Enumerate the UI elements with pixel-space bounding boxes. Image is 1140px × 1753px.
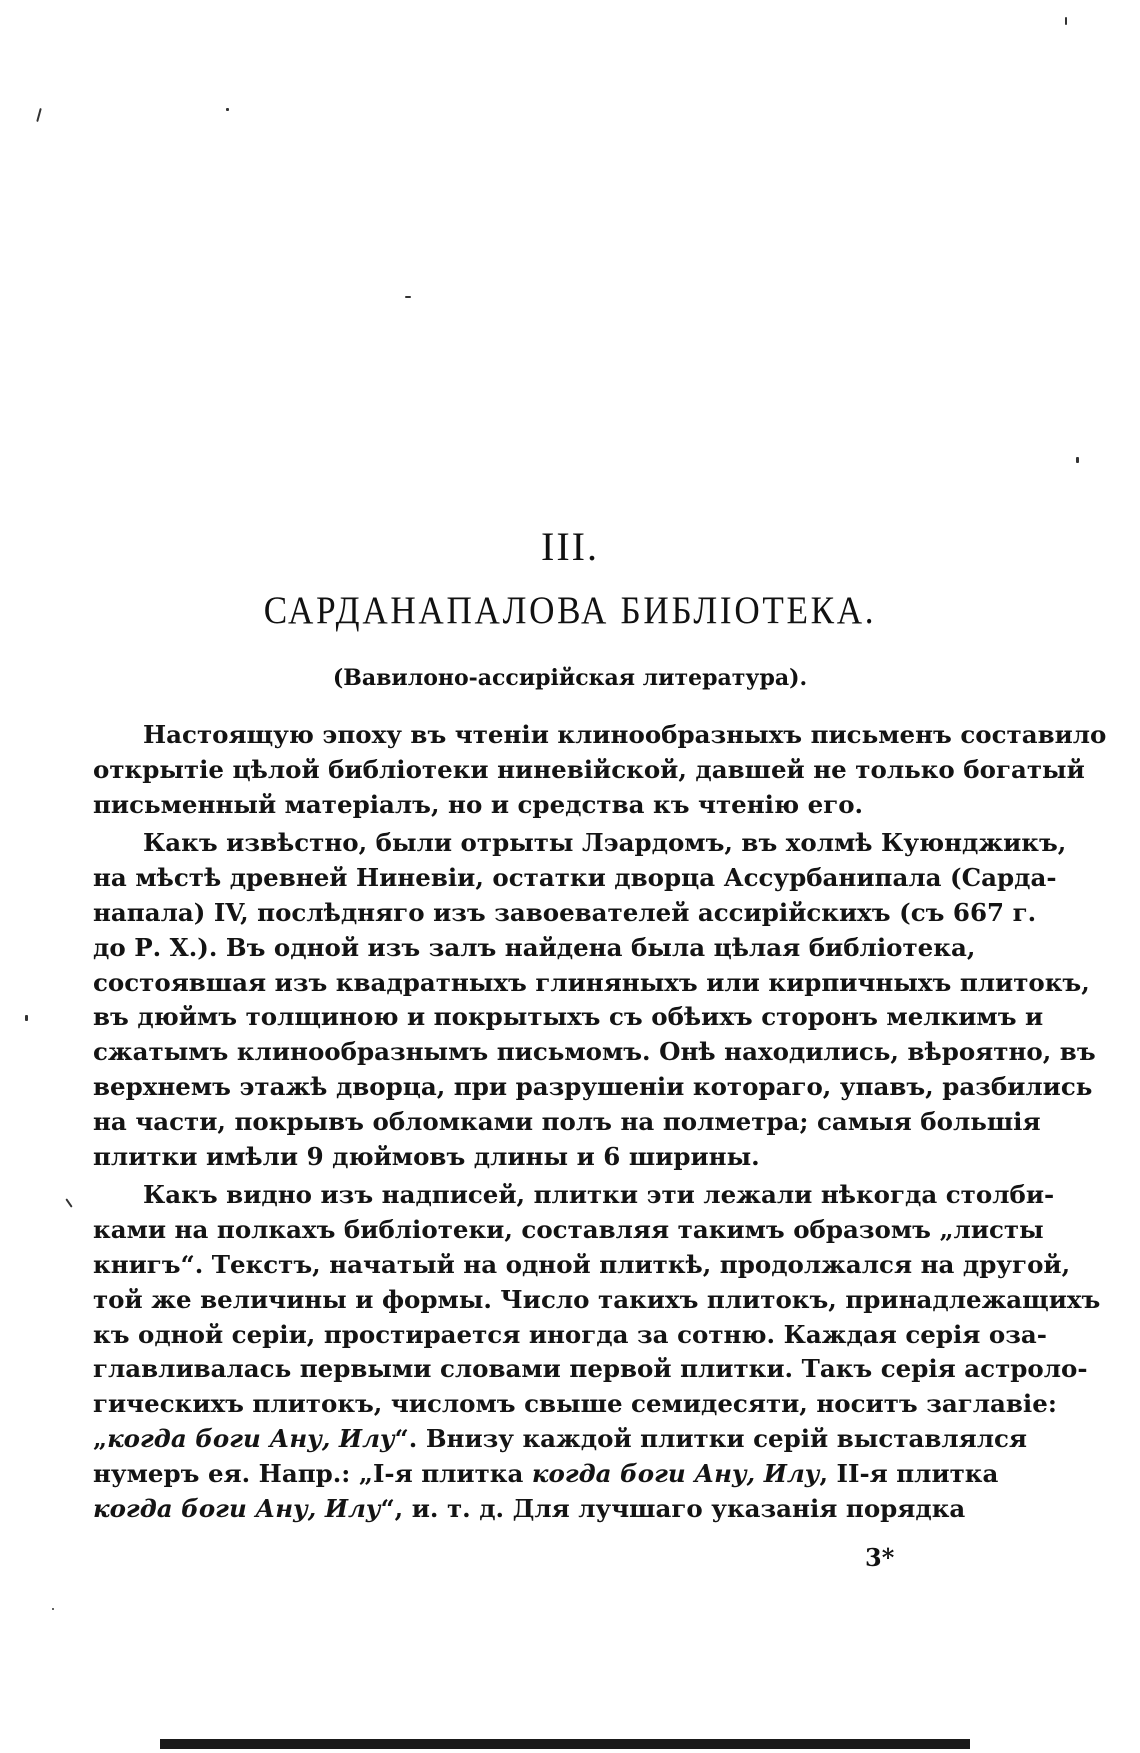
scan-speck (226, 108, 229, 111)
chapter-subtitle: (Вавилоно-ассирійская литература). (332, 665, 808, 691)
chapter-number: III. (541, 524, 599, 569)
text-line: главливалась первыми словами первой плитки. Такъ серія астроло- (93, 1354, 1088, 1384)
bottom-edge-rule (160, 1739, 970, 1749)
text-line: до Р. X.). Въ одной изъ залъ найдена была цѣлая библіотека, (93, 932, 976, 962)
text-line: на мѣстѣ древней Ниневіи, остатки дворца Ассурбанипала (Сарда- (93, 863, 1057, 893)
text-segment: “. Внизу каждой плитки серій выставлялся (394, 1423, 1028, 1453)
scan-speck (25, 1015, 28, 1021)
text-line: письменный матеріалъ, но и средства къ чтенію его. (93, 789, 864, 819)
text-line-rich (93, 1492, 966, 1527)
text-line: къ одной серіи, простирается иногда за сотню. Каждая серія оза- (93, 1319, 1047, 1349)
body-text (93, 718, 1107, 1530)
text-line: верхнемъ этажѣ дворца, при разрушеніи котораго, упавъ, разбились (93, 1071, 1093, 1101)
text-segment: нумеръ ея. Напр.: „І-я плитка (93, 1458, 532, 1488)
scan-speck (1065, 17, 1067, 25)
paragraph-2 (93, 826, 1096, 1174)
scan-speck (36, 108, 42, 122)
text-line: состоявшая изъ квадратныхъ глиняныхъ или кирпичныхъ плитокъ, (93, 967, 1090, 997)
text-line: Какъ видно изъ надписей, плитки эти лежали нѣкогда столби- (143, 1180, 1055, 1210)
scan-speck (405, 296, 411, 298)
text-line: той же величины и формы. Число такихъ плитокъ, принадлежащихъ (93, 1284, 1101, 1314)
text-line: на части, покрывъ обломками полъ на полметра; самыя большія (93, 1106, 1041, 1136)
paragraph-1 (93, 718, 1107, 822)
text-line: открытіе цѣлой библіотеки ниневійской, давшей не только богатый (93, 754, 1085, 784)
chapter-title: САРДАНАПАЛОВА БИБЛІОТЕКА. (263, 589, 877, 632)
text-line-rich (93, 1457, 999, 1492)
text-line: напала) IV, послѣдняго изъ завоевателей ассирійскихъ (съ 667 г. (93, 897, 1037, 927)
text-segment: “, и. т. д. Для лучшаго указанія порядка (380, 1493, 966, 1523)
scan-speck (1076, 457, 1079, 463)
text-line: сжатымъ клинообразнымъ письмомъ. Онѣ находились, вѣроятно, въ (93, 1037, 1096, 1067)
italic-segment: когда боги Ану, Илу (93, 1493, 381, 1523)
text-line: плитки имѣли 9 дюймовъ длины и 6 ширины. (93, 1141, 760, 1171)
text-line: Настоящую эпоху въ чтеніи клинообразныхъ письменъ составило (143, 720, 1107, 749)
text-line: книгъ“. Текстъ, начатый на одной плиткѣ, продолжался на другой, (93, 1249, 1071, 1279)
paragraph-3 (93, 1178, 1101, 1526)
italic-segment: когда боги Ану, Илу (531, 1458, 820, 1488)
text-segment: , II-я плитка (819, 1458, 999, 1488)
scan-speck (65, 1198, 72, 1207)
page-number: 3* (865, 1543, 895, 1572)
text-line: гическихъ плитокъ, числомъ свыше семидесяти, носитъ заглавіе: (93, 1389, 1057, 1419)
text-line: Какъ извѣстно, были отрыты Лэардомъ, въ холмѣ Куюнджикъ, (143, 828, 1067, 858)
text-segment: „ (93, 1423, 108, 1453)
text-line: ками на полкахъ библіотеки, составляя такимъ образомъ „листы (93, 1215, 1044, 1245)
scan-speck (52, 1608, 54, 1610)
text-line-rich (93, 1422, 1028, 1457)
text-line: въ дюймъ толщиною и покрытыхъ съ обѣихъ сторонъ мелкимъ и (93, 1002, 1044, 1032)
italic-segment: когда боги Ану, Илу (107, 1423, 395, 1453)
